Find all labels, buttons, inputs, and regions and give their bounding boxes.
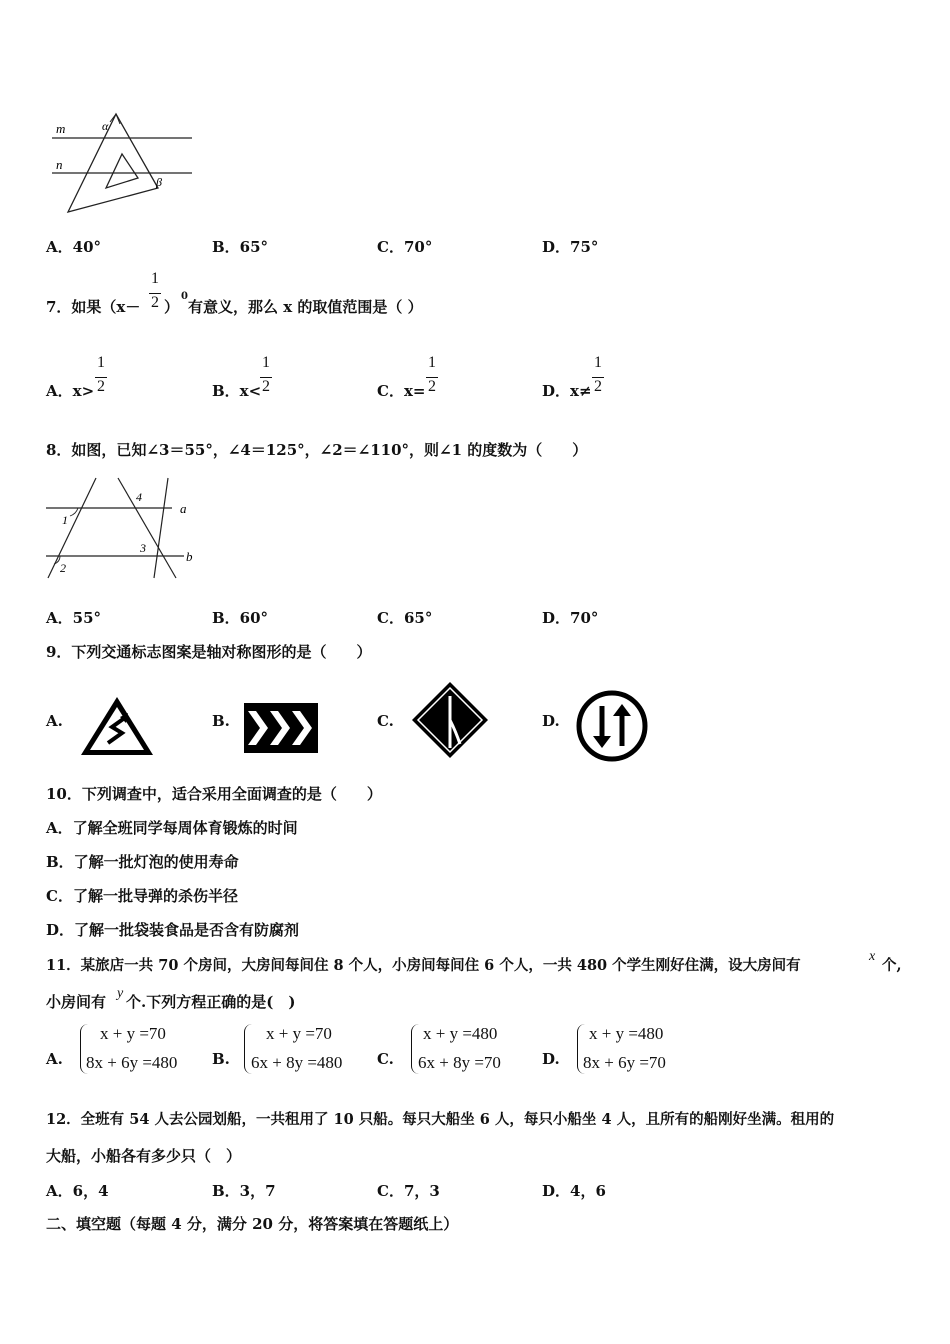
q9-option-d[interactable]: D. xyxy=(542,712,560,730)
q11-option-c-label[interactable]: C. xyxy=(377,1050,394,1068)
q11-d-eq2: 8x + 6y =70 xyxy=(583,1053,666,1072)
q12-option-c[interactable]: C．7，3 xyxy=(377,1182,440,1200)
q10-option-a[interactable]: A．了解全班同学每周体育锻炼的时间 xyxy=(46,819,298,837)
q7-exponent: 0 xyxy=(181,291,188,302)
q10-option-d[interactable]: D．了解一批袋装食品是否含有防腐剂 xyxy=(46,921,300,939)
q10-stem: 10．下列调查中，适合采用全面调查的是（ ） xyxy=(46,785,382,803)
q11-stem-line1-end: 个, xyxy=(882,957,902,974)
q7-option-d[interactable]: D．x≠ xyxy=(542,382,592,400)
q11-b-eq1: x + y =70 xyxy=(266,1024,332,1043)
line-b-label: b xyxy=(186,549,193,564)
q12-stem-line2: 大船，小船各有多少只（ ） xyxy=(46,1147,242,1165)
q10-option-c[interactable]: C．了解一批导弹的杀伤半径 xyxy=(46,887,238,905)
two-way-traffic-sign-icon xyxy=(576,690,648,762)
q12-option-d[interactable]: D．4，6 xyxy=(542,1182,606,1200)
q6-option-b[interactable]: B．65° xyxy=(212,238,269,256)
q8-option-d[interactable]: D．70° xyxy=(542,609,599,627)
q7-stem-paren: ） xyxy=(164,298,180,316)
q8-stem: 8．如图，已知∠3＝55°，∠4＝125°，∠2＝∠110°，则∠1 的度数为（ ） xyxy=(46,441,588,459)
angle-2-label: 2 xyxy=(60,561,66,575)
road-curve-warning-sign-icon xyxy=(78,693,156,759)
q11-a-eq1: x + y =70 xyxy=(100,1024,166,1043)
q7-frac-den: 2 xyxy=(151,294,159,311)
q12-stem-line1: 12．全班有 54 人去公园划船，一共租用了 10 只船。每只大船坐 6 人，每只小船坐 4 人，且所有的船刚好坐满。租用的 xyxy=(46,1111,835,1128)
q8-option-a[interactable]: A．55° xyxy=(46,609,102,627)
q7-frac-num: 1 xyxy=(151,270,159,287)
q9-option-b[interactable]: B. xyxy=(212,712,230,730)
q7-b-num: 1 xyxy=(262,354,270,371)
q7-d-num: 1 xyxy=(594,354,602,371)
q9-stem: 9．下列交通标志图案是轴对称图形的是（ ） xyxy=(46,643,372,661)
q11-option-a-label[interactable]: A. xyxy=(46,1050,63,1068)
q7-c-den: 2 xyxy=(428,378,436,395)
q6-option-d[interactable]: D．75° xyxy=(542,238,599,256)
q11-a-eq2: 8x + 6y =480 xyxy=(86,1053,178,1072)
q9-option-c[interactable]: C. xyxy=(377,712,394,730)
q11-b-eq2: 6x + 8y =480 xyxy=(251,1053,343,1072)
line-m-label: m xyxy=(56,121,66,136)
angle-beta-label: β xyxy=(156,175,162,189)
line-n-label: n xyxy=(56,157,63,172)
line-a-label: a xyxy=(180,501,187,516)
q7-stem-prefix: 7．如果（x－ xyxy=(46,298,141,316)
q11-option-b-label[interactable]: B. xyxy=(212,1050,230,1068)
q7-a-num: 1 xyxy=(97,354,105,371)
angle-alpha-label: α xyxy=(102,119,109,133)
q8-option-c[interactable]: C．65° xyxy=(377,609,433,627)
q11-var-x: x xyxy=(869,949,876,964)
q10-option-b[interactable]: B．了解一批灯泡的使用寿命 xyxy=(46,853,239,871)
q11-var-y: y xyxy=(117,986,124,1001)
merge-lane-sign-icon xyxy=(410,680,490,760)
q8-parallel-lines-figure xyxy=(40,472,200,584)
q8-option-b[interactable]: B．60° xyxy=(212,609,269,627)
q7-option-b[interactable]: B．x< xyxy=(212,382,262,400)
section-2-heading: 二、填空题（每题 4 分，满分 20 分，将答案填在答题纸上） xyxy=(46,1215,459,1233)
q11-stem-line2-b: 个.下列方程正确的是( ) xyxy=(126,993,296,1011)
q11-stem-line1: 11．某旅店一共 70 个房间，大房间每间住 8 个人，小房间每间住 6 个人，一共 480 个学生刚好住满，设大房间有 xyxy=(46,957,801,974)
q7-stem-suffix: 有意义，那么 x 的取值范围是（ ） xyxy=(188,298,423,316)
q6-option-c[interactable]: C．70° xyxy=(377,238,433,256)
q6-option-a[interactable]: A．40° xyxy=(46,238,102,256)
q7-b-den: 2 xyxy=(262,378,270,395)
q12-option-a[interactable]: A．6，4 xyxy=(46,1182,109,1200)
q11-option-d-label[interactable]: D. xyxy=(542,1050,560,1068)
q7-a-den: 2 xyxy=(97,378,105,395)
q7-option-a[interactable]: A．x> xyxy=(46,382,95,400)
q11-c-eq2: 6x + 8y =70 xyxy=(418,1053,501,1072)
angle-3-label: 3 xyxy=(140,541,146,555)
q12-option-b[interactable]: B．3，7 xyxy=(212,1182,276,1200)
q11-c-eq1: x + y =480 xyxy=(423,1024,498,1043)
q7-c-num: 1 xyxy=(428,354,436,371)
q7-d-den: 2 xyxy=(594,378,602,395)
q11-d-eq1: x + y =480 xyxy=(589,1024,664,1043)
angle-1-label: 1 xyxy=(62,513,68,527)
q11-stem-line2-a: 小房间有 xyxy=(46,993,107,1011)
angle-4-label: 4 xyxy=(136,490,142,504)
chevron-direction-sign-icon xyxy=(244,703,318,753)
q7-option-c[interactable]: C．x= xyxy=(377,382,426,400)
q9-option-a[interactable]: A. xyxy=(46,712,63,730)
q6-parallel-lines-triangle-figure xyxy=(46,108,196,220)
